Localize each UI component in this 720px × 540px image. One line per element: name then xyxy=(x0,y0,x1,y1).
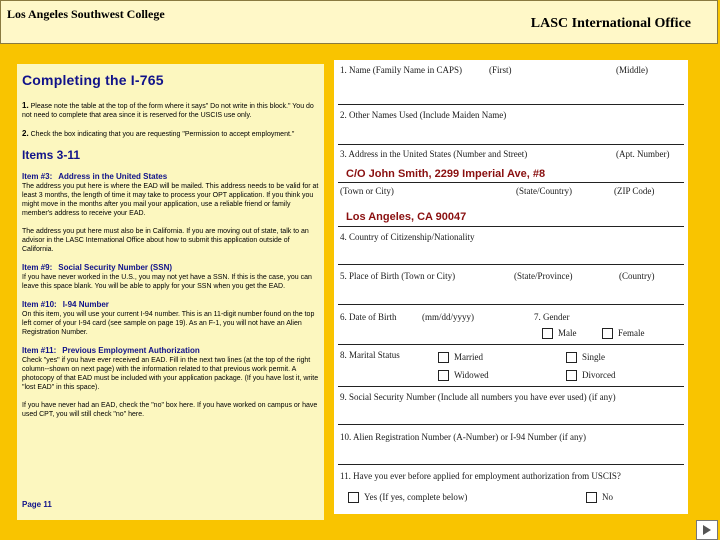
item-9-label: Item #9: xyxy=(22,263,53,272)
note-2 xyxy=(22,129,319,139)
field-5-country: (Country) xyxy=(619,271,655,281)
field-5-state: (State/Province) xyxy=(514,271,573,281)
marital-single-label: Single xyxy=(582,352,606,362)
address-handwritten: C/O John Smith, 2299 Imperial Ave, #8 xyxy=(346,168,546,180)
checkbox[interactable] xyxy=(348,492,359,503)
page-number: Page 11 xyxy=(22,500,52,509)
prior-ead-no-label: No xyxy=(602,492,613,502)
form-i765-image xyxy=(334,60,688,514)
item-10-heading xyxy=(22,300,319,309)
checkbox[interactable] xyxy=(438,352,449,363)
field-3-label: 3. Address in the United States (Number and Street) xyxy=(340,149,528,159)
field-11-label: 11. Have you ever before applied for employment authorization from USCIS? xyxy=(340,471,621,481)
divider xyxy=(338,104,684,105)
checkbox[interactable] xyxy=(566,370,577,381)
items-heading: Items 3-11 xyxy=(22,148,81,162)
panel-title: Completing the I-765 xyxy=(22,72,164,88)
field-1-first: (First) xyxy=(489,65,512,75)
marital-married-option[interactable] xyxy=(438,352,483,363)
divider xyxy=(338,386,684,387)
item-11-title: Previous Employment Authorization xyxy=(62,346,200,355)
checkbox[interactable] xyxy=(602,328,613,339)
field-3-zip: (ZIP Code) xyxy=(614,186,655,196)
field-9-label: 9. Social Security Number (Include all numbers you have ever used) (if any) xyxy=(340,392,616,402)
checkbox[interactable] xyxy=(438,370,449,381)
marital-divorced-label: Divorced xyxy=(582,370,616,380)
field-3-state: (State/Country) xyxy=(516,186,572,196)
next-slide-icon[interactable] xyxy=(696,520,718,540)
gender-female-label: Female xyxy=(618,328,645,338)
field-5-label: 5. Place of Birth (Town or City) xyxy=(340,271,456,281)
note-2-number: 2. xyxy=(22,129,29,138)
field-1-middle: (Middle) xyxy=(616,65,648,75)
divider xyxy=(338,144,684,145)
divider xyxy=(338,424,684,425)
item-10-text: On this item, you will use your current I-94 number. This is an 11-digit number found on the top left corner of your I-94 card (see sample on page 19). As an F-1, you will not have an Alien Registration Number. xyxy=(22,311,315,336)
item-3-title: Address in the United States xyxy=(58,172,168,181)
item-3-text-2: The address you put here must also be in California. If you are moving out of state, talk to an advisor in the LASC International Office about how to submit this application outside of California. xyxy=(22,228,309,253)
item-9-heading xyxy=(22,263,319,272)
divider xyxy=(338,264,684,265)
item-11-heading xyxy=(22,346,319,355)
field-1-label: 1. Name (Family Name in CAPS) xyxy=(340,65,462,75)
marital-single-option[interactable] xyxy=(566,352,605,363)
gender-female-option[interactable] xyxy=(602,328,645,339)
item-11-label: Item #11: xyxy=(22,346,57,355)
gender-male-option[interactable] xyxy=(542,328,577,339)
note-1 xyxy=(22,101,319,120)
checkbox[interactable] xyxy=(542,328,553,339)
field-6-format: (mm/dd/yyyy) xyxy=(422,312,474,322)
item-3-text-1: The address you put here is where the EAD will be mailed. This address needs to be valid for at least 3 months, the length of time it may take to process your OPT application. If you think you might move in the months after you mail your application, use a reliable friend or family member's address to receive your EAD. xyxy=(22,183,319,217)
prior-ead-yes-label: Yes (If yes, complete below) xyxy=(364,492,468,502)
field-8-label: 8. Marital Status xyxy=(340,350,400,360)
college-name: Los Angeles Southwest College xyxy=(7,7,165,21)
field-2-label: 2. Other Names Used (Include Maiden Name) xyxy=(340,110,507,120)
item-11-text-2: If you have never had an EAD, check the "no" box here. If you have worked on campus or have used CPT, you will still check "no" here. xyxy=(22,402,318,418)
office-name: LASC International Office xyxy=(530,16,691,31)
marital-divorced-option[interactable] xyxy=(566,370,616,381)
checkbox[interactable] xyxy=(566,352,577,363)
marital-widowed-option[interactable] xyxy=(438,370,489,381)
divider xyxy=(338,344,684,345)
checkbox[interactable] xyxy=(586,492,597,503)
prior-ead-yes-option[interactable] xyxy=(348,492,467,503)
gender-male-label: Male xyxy=(558,328,577,338)
note-1-text: Please note the table at the top of the form where it says" Do not write in this block." You do not need to complete that area since it is reserved for the USCIS use only. xyxy=(22,103,314,119)
divider xyxy=(338,304,684,305)
item-3-label: Item #3: xyxy=(22,172,53,181)
field-7-label: 7. Gender xyxy=(534,312,570,322)
field-3-town: (Town or City) xyxy=(340,186,394,196)
divider xyxy=(338,182,684,183)
field-4-label: 4. Country of Citizenship/Nationality xyxy=(340,232,475,242)
item-11-text-1: Check "yes" if you have ever received an EAD. Fill in the next two lines (at the top of the right column--shown on next page) with the information related to that previous work permit. A photocopy of that EAD must be included with your application package. (If you have lost it, write "lost EAD" in this space). xyxy=(22,357,319,391)
note-2-text: Check the box indicating that you are requesting "Permission to accept employment." xyxy=(30,131,295,138)
note-1-number: 1. xyxy=(22,101,29,110)
header-bar xyxy=(0,0,718,44)
item-10-title: I-94 Number xyxy=(62,300,109,309)
city-handwritten: Los Angeles, CA 90047 xyxy=(346,211,467,223)
slide-arrow-icon xyxy=(697,521,717,539)
marital-widowed-label: Widowed xyxy=(454,370,489,380)
item-3-heading xyxy=(22,172,319,181)
divider xyxy=(338,464,684,465)
divider xyxy=(338,226,684,227)
prior-ead-no-option[interactable] xyxy=(586,492,613,503)
item-9-text: If you have never worked in the U.S., you may not yet have a SSN. If this is the case, you can leave this space blank. You will be able to apply for your SSN when you get the EAD. xyxy=(22,274,312,290)
field-10-label: 10. Alien Registration Number (A-Number) or I-94 Number (if any) xyxy=(340,432,586,442)
item-10-label: Item #10: xyxy=(22,300,57,309)
item-9-title: Social Security Number (SSN) xyxy=(58,263,173,272)
marital-married-label: Married xyxy=(454,352,483,362)
field-3-apt: (Apt. Number) xyxy=(616,149,670,159)
field-6-label: 6. Date of Birth xyxy=(340,312,397,322)
instruction-panel xyxy=(17,64,324,520)
